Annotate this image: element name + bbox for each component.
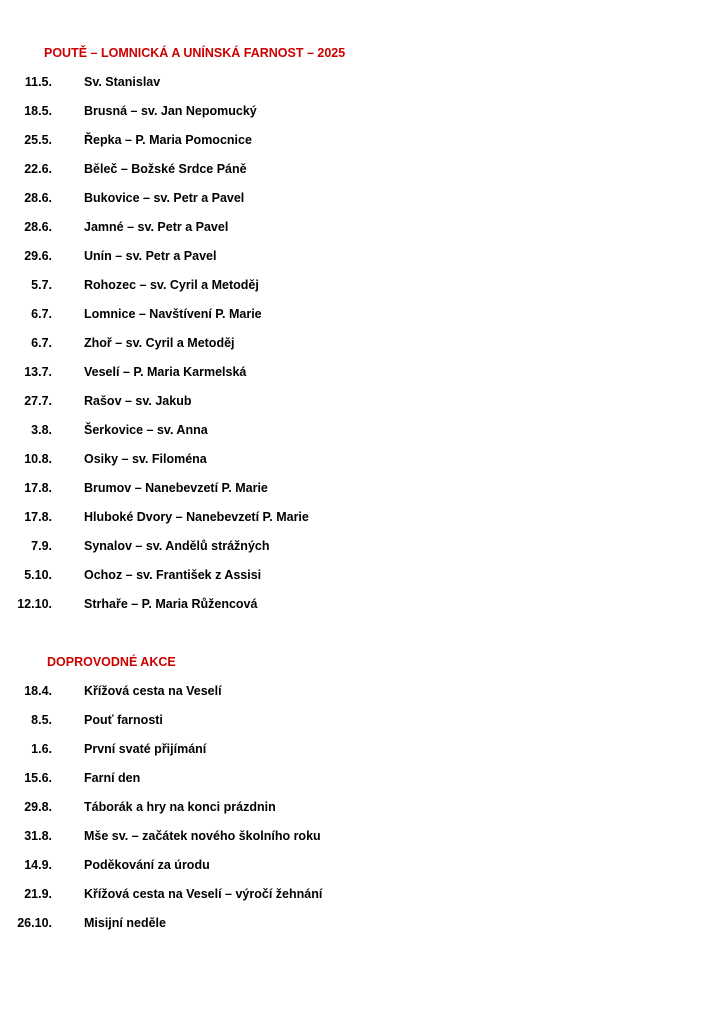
list-item: [0, 770, 700, 799]
list-item: [0, 480, 700, 509]
item-text: Pouť farnosti: [84, 713, 163, 727]
item-text: Misijní neděle: [84, 916, 166, 930]
list-item: [0, 683, 700, 712]
item-text: Bukovice – sv. Petr a Pavel: [84, 191, 245, 205]
list-item: [0, 74, 700, 103]
item-text: Řepka – P. Maria Pomocnice: [84, 133, 252, 147]
list-item: [0, 219, 700, 248]
item-text: Poděkování za úrodu: [84, 858, 210, 872]
list-item: [0, 103, 700, 132]
item-date: 6.7.: [31, 307, 52, 321]
item-text: Zhoř – sv. Cyril a Metoděj: [84, 336, 235, 350]
item-date: 12.10.: [17, 597, 52, 611]
item-date: 11.5.: [24, 75, 52, 89]
list-item: [0, 509, 700, 538]
item-date: 18.5.: [24, 104, 52, 118]
list-item: [0, 393, 700, 422]
item-date: 13.7.: [24, 365, 52, 379]
list-item: [0, 248, 700, 277]
item-date: 28.6.: [24, 191, 52, 205]
item-text: Hluboké Dvory – Nanebevzetí P. Marie: [84, 510, 309, 524]
item-date: 26.10.: [17, 916, 52, 930]
item-date: 27.7.: [24, 394, 52, 408]
list-item: [0, 567, 700, 596]
item-text: Osiky – sv. Filoména: [84, 452, 207, 466]
item-text: Veselí – P. Maria Karmelská: [84, 365, 247, 379]
item-date: 5.10.: [24, 568, 52, 582]
list-item: [0, 132, 700, 161]
item-date: 15.6.: [24, 771, 52, 785]
list-item: [0, 538, 700, 567]
item-text: Táborák a hry na konci prázdnin: [84, 800, 276, 814]
item-text: Křížová cesta na Veselí – výročí žehnání: [84, 887, 323, 901]
item-date: 18.4.: [24, 684, 52, 698]
item-text: Farní den: [84, 771, 141, 785]
pilgrimages-heading: POUTĚ – LOMNICKÁ A UNÍNSKÁ FARNOST – 2025: [44, 46, 346, 60]
item-text: Rašov – sv. Jakub: [84, 394, 192, 408]
item-date: 3.8.: [31, 423, 52, 437]
item-text: Lomnice – Navštívení P. Marie: [84, 307, 262, 321]
item-date: 25.5.: [24, 133, 52, 147]
item-text: První svaté přijímání: [84, 742, 207, 756]
item-text: Brumov – Nanebevzetí P. Marie: [84, 481, 268, 495]
item-text: Šerkovice – sv. Anna: [84, 423, 208, 437]
item-text: Rohozec – sv. Cyril a Metoděj: [84, 278, 259, 292]
item-date: 28.6.: [24, 220, 52, 234]
list-item: [0, 277, 700, 306]
list-item: [0, 364, 700, 393]
list-item: [0, 306, 700, 335]
item-text: Brusná – sv. Jan Nepomucký: [84, 104, 257, 118]
item-date: 22.6.: [24, 162, 52, 176]
list-item: [0, 161, 700, 190]
list-item: [0, 828, 700, 857]
item-date: 6.7.: [31, 336, 52, 350]
item-date: 29.6.: [24, 249, 52, 263]
item-date: 5.7.: [31, 278, 52, 292]
item-text: Křížová cesta na Veselí: [84, 684, 222, 698]
item-text: Unín – sv. Petr a Pavel: [84, 249, 217, 263]
item-date: 17.8.: [24, 481, 52, 495]
item-text: Běleč – Božské Srdce Páně: [84, 162, 247, 176]
list-item: [0, 915, 700, 944]
item-date: 7.9.: [31, 539, 52, 553]
list-item: [0, 857, 700, 886]
list-item: [0, 422, 700, 451]
item-text: Ochoz – sv. František z Assisi: [84, 568, 262, 582]
item-date: 21.9.: [24, 887, 52, 901]
item-date: 31.8.: [24, 829, 52, 843]
item-text: Mše sv. – začátek nového školního roku: [84, 829, 321, 843]
events-heading: DOPROVODNÉ AKCE: [47, 655, 176, 669]
item-date: 1.6.: [31, 742, 52, 756]
item-text: Strhaře – P. Maria Růžencová: [84, 597, 258, 611]
pilgrimages-list: [0, 74, 700, 625]
item-date: 8.5.: [31, 713, 52, 727]
item-text: Sv. Stanislav: [84, 75, 161, 89]
list-item: [0, 886, 700, 915]
item-date: 14.9.: [24, 858, 52, 872]
list-item: [0, 335, 700, 364]
item-date: 29.8.: [24, 800, 52, 814]
list-item: [0, 596, 700, 625]
item-date: 17.8.: [24, 510, 52, 524]
list-item: [0, 799, 700, 828]
list-item: [0, 712, 700, 741]
list-item: [0, 741, 700, 770]
item-date: 10.8.: [24, 452, 52, 466]
list-item: [0, 451, 700, 480]
list-item: [0, 190, 700, 219]
item-text: Synalov – sv. Andělů strážných: [84, 539, 270, 553]
events-list: [0, 683, 700, 944]
item-text: Jamné – sv. Petr a Pavel: [84, 220, 229, 234]
